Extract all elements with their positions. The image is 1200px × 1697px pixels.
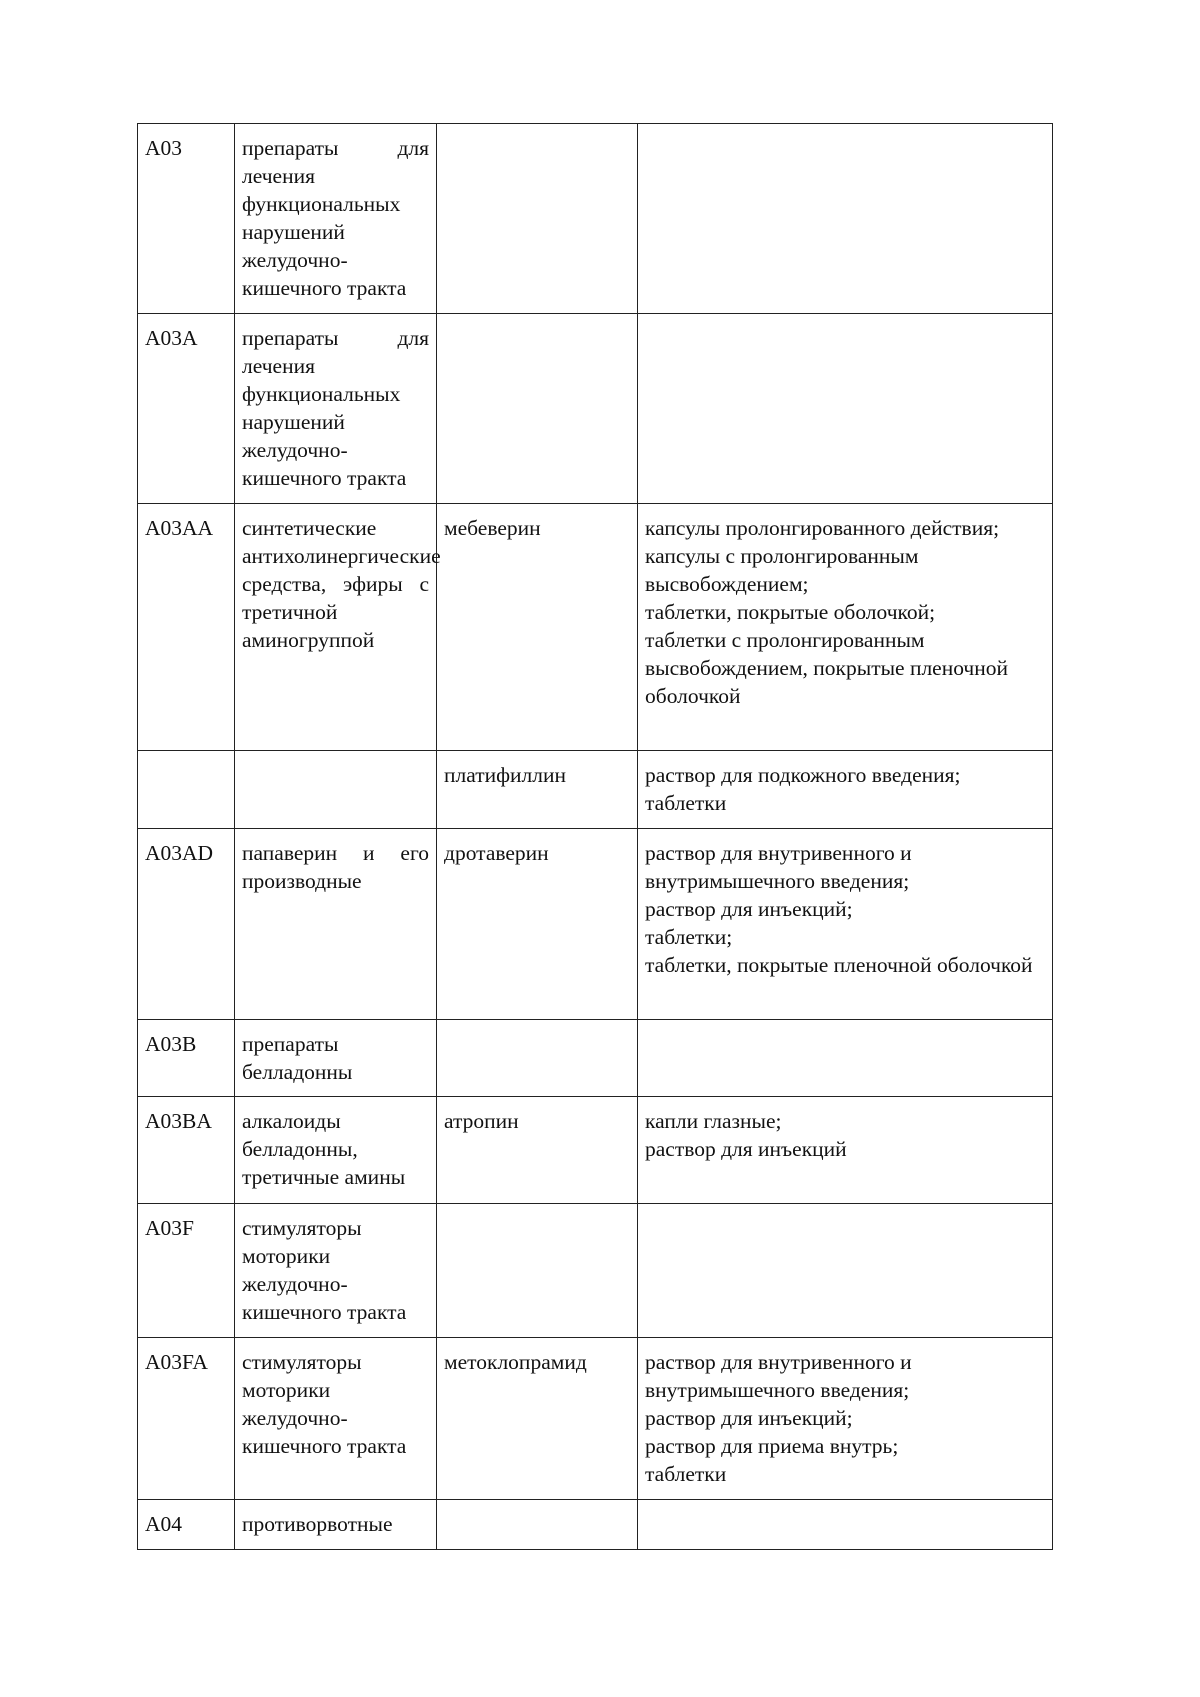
table-row xyxy=(138,124,1053,314)
dosage-form-item: раствор для инъекций; xyxy=(645,1406,853,1430)
group-name-cell: препараты для лечения функциональных нарушений желудочно-кишечного тракта xyxy=(235,314,437,504)
dosage-form-item: таблетки, покрытые пленочной оболочкой xyxy=(645,953,1033,977)
group-name-cell: стимуляторы моторики желудочно-кишечного тракта xyxy=(235,1338,437,1500)
group-name-cell: стимуляторы моторики желудочно-кишечного тракта xyxy=(235,1204,437,1338)
atc-code-cell: A03AD xyxy=(138,829,235,1020)
dosage-forms-cell xyxy=(638,1097,1053,1204)
dosage-form-item: раствор для приема внутрь; xyxy=(645,1434,899,1458)
dosage-form-item: капли глазные; xyxy=(645,1109,782,1133)
group-name-cell: противорвотные xyxy=(235,1500,437,1550)
dosage-form-item: таблетки xyxy=(645,1462,727,1486)
table-body xyxy=(138,124,1053,1550)
group-name-cell: папаверин и его производные xyxy=(235,829,437,1020)
dosage-form-item: раствор для подкожного введения; xyxy=(645,763,961,787)
dosage-form-item: раствор для инъекций; xyxy=(645,897,853,921)
group-name-cell: алкалоиды белладонны, третичные амины xyxy=(235,1097,437,1204)
table-row xyxy=(138,314,1053,504)
dosage-forms-cell xyxy=(638,1338,1053,1500)
dosage-form-item: таблетки, покрытые оболочкой; xyxy=(645,600,936,624)
dosage-form-item: капсулы пролонгированного действия; xyxy=(645,516,1000,540)
atc-code-cell: A03B xyxy=(138,1020,235,1097)
drug-name-cell: метоклопрамид xyxy=(437,1338,638,1500)
atc-code-cell: A03AA xyxy=(138,504,235,751)
table-row xyxy=(138,1020,1053,1097)
drug-name-cell xyxy=(437,1500,638,1550)
dosage-form-item: таблетки с пролонгированным высвобождением, покрытые пленочной оболочкой xyxy=(645,628,1009,708)
table-row xyxy=(138,829,1053,1020)
table-row xyxy=(138,751,1053,829)
dosage-form-item: таблетки; xyxy=(645,925,733,949)
dosage-form-item: раствор для внутривенного и внутримышечного введения; xyxy=(645,841,912,893)
atc-code-cell: A03A xyxy=(138,314,235,504)
atc-code-cell: A03F xyxy=(138,1204,235,1338)
drug-name-cell xyxy=(437,124,638,314)
atc-code-cell xyxy=(138,751,235,829)
drug-name-cell xyxy=(437,1020,638,1097)
table-row xyxy=(138,1338,1053,1500)
dosage-forms-cell xyxy=(638,1020,1053,1097)
group-name-cell: препараты для лечения функциональных нарушений желудочно-кишечного тракта xyxy=(235,124,437,314)
group-name-cell: препараты белладонны xyxy=(235,1020,437,1097)
atc-code-cell: A03FA xyxy=(138,1338,235,1500)
dosage-forms-cell xyxy=(638,124,1053,314)
dosage-form-item: таблетки xyxy=(645,791,727,815)
dosage-forms-cell xyxy=(638,504,1053,751)
atc-code-cell: A03BA xyxy=(138,1097,235,1204)
dosage-forms-cell xyxy=(638,1204,1053,1338)
atc-code-cell: A03 xyxy=(138,124,235,314)
dosage-form-item: раствор для инъекций xyxy=(645,1137,847,1161)
drug-name-cell: дротаверин xyxy=(437,829,638,1020)
dosage-forms-cell xyxy=(638,751,1053,829)
table-row xyxy=(138,504,1053,751)
table-row xyxy=(138,1500,1053,1550)
dosage-form-item: капсулы с пролонгированным высвобождением; xyxy=(645,544,919,596)
group-name-cell: синтетические антихолинергические средства, эфиры с третичной аминогруппой xyxy=(235,504,437,751)
dosage-forms-cell xyxy=(638,1500,1053,1550)
dosage-forms-cell xyxy=(638,314,1053,504)
table-row xyxy=(138,1097,1053,1204)
group-name-cell xyxy=(235,751,437,829)
atc-code-cell: A04 xyxy=(138,1500,235,1550)
dosage-form-item: раствор для внутривенного и внутримышечного введения; xyxy=(645,1350,912,1402)
drug-name-cell: атропин xyxy=(437,1097,638,1204)
drug-name-cell: платифиллин xyxy=(437,751,638,829)
drug-name-cell xyxy=(437,314,638,504)
drug-name-cell: мебеверин xyxy=(437,504,638,751)
table-row xyxy=(138,1204,1053,1338)
drug-classification-table xyxy=(137,123,1053,1550)
drug-name-cell xyxy=(437,1204,638,1338)
dosage-forms-cell xyxy=(638,829,1053,1020)
